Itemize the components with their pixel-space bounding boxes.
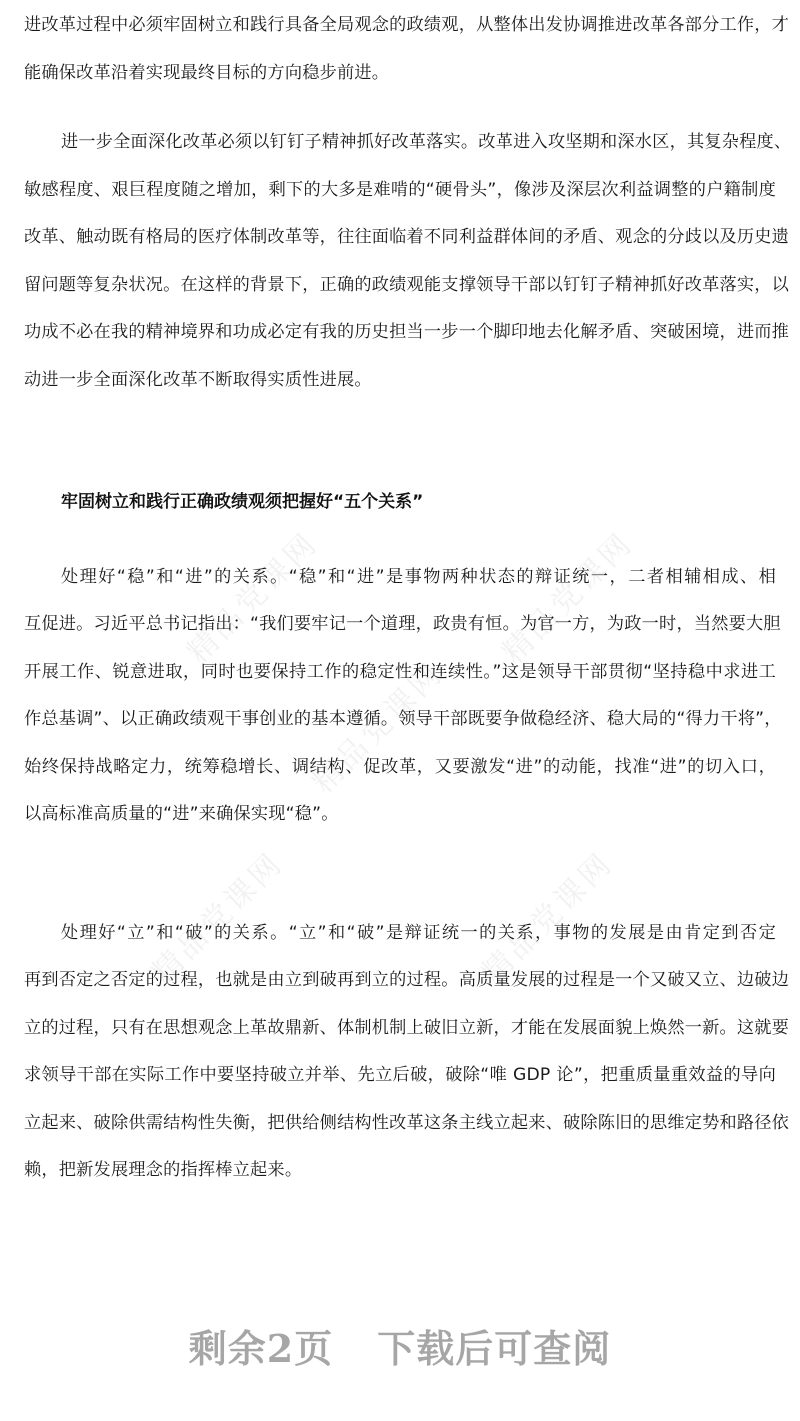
remaining-pages-label: 剩余2页 xyxy=(188,1326,334,1371)
text-line: 求领导干部在实际工作中要坚持破立并举、先立后破，破除“唯 GDP 论”，把重质量重效益的导向 xyxy=(24,1065,776,1085)
text-line: 开展工作、锐意进取，同时也要保持工作的稳定性和连续性。”这是领导干部贯彻“坚持稳中求进工 xyxy=(24,662,776,682)
download-prompt-banner[interactable] xyxy=(0,1318,800,1373)
watermark: 精品党课网 xyxy=(475,845,621,991)
watermark: 精品党课网 xyxy=(180,525,326,671)
text-line: 立起来、破除供需结构性失衡，把供给侧结构性改革这条主线立起来、破除陈旧的思维定势和路径依 xyxy=(24,1113,790,1133)
watermark: 精品党课网 xyxy=(495,525,641,671)
text-line: 始终保持战略定力，统筹稳增长、调结构、促改革，又要激发“进”的动能，找准“进”的切入口， xyxy=(24,757,776,777)
watermark: 精品党课网 xyxy=(305,655,451,801)
text-line: 进改革过程中必须牢固树立和践行具备全局观念的政绩观，从整体出发协调推进改革各部分工作，才 xyxy=(24,15,790,35)
download-to-view-label: 下载后可查阅 xyxy=(377,1326,612,1371)
watermark: 精品党课网 xyxy=(145,845,291,991)
text-line: 处理好“立”和“破”的关系。“立”和“破”是辩证统一的关系，事物的发展是由肯定到否定 xyxy=(61,923,776,943)
text-line: 赖，把新发展理念的指挥棒立起来。 xyxy=(24,1160,303,1180)
text-line: 作总基调”、以正确政绩观干事创业的基本遵循。领导干部既要争做稳经济、稳大局的“得力干将”， xyxy=(24,709,782,729)
text-line: 敏感程度、艰巨程度随之增加，剩下的大多是难啃的“硬骨头”，像涉及深层次利益调整的户籍制度 xyxy=(24,180,776,200)
text-line: 留问题等复杂状况。在这样的背景下，正确的政绩观能支撑领导干部以钉钉子精神抓好改革落实，以 xyxy=(24,275,790,295)
text-line: 能确保改革沿着实现最终目标的方向稳步前进。 xyxy=(24,63,390,83)
text-line: 处理好“稳”和“进”的关系。“稳”和“进”是事物两种状态的辩证统一，二者相辅相成、相 xyxy=(61,567,776,587)
section-heading: 牢固树立和践行正确政绩观须把握好“五个关系” xyxy=(61,492,424,512)
text-line: 再到否定之否定的过程，也就是由立到破再到立的过程。高质量发展的过程是一个又破又立、边破边 xyxy=(24,970,790,990)
text-line: 功成不必在我的精神境界和功成必定有我的历史担当一步一个脚印地去化解矛盾、突破困境，进而推 xyxy=(24,322,790,342)
text-line: 以高标准高质量的“进”来确保实现“稳”。 xyxy=(24,804,339,824)
text-line: 互促进。习近平总书记指出：“我们要牢记一个道理，政贵有恒。为官一方，为政一时，当然要大胆 xyxy=(24,614,781,634)
text-line: 动进一步全面深化改革不断取得实质性进展。 xyxy=(24,370,372,390)
text-line: 立的过程，只有在思想观念上革故鼎新、体制机制上破旧立新，才能在发展面貌上焕然一新。这就要 xyxy=(24,1018,790,1038)
text-line: 改革、触动既有格局的医疗体制改革等，往往面临着不同利益群体间的矛盾、观念的分歧以及历史遗 xyxy=(24,227,790,247)
text-line: 进一步全面深化改革必须以钉钉子精神抓好改革落实。改革进入攻坚期和深水区，其复杂程度、 xyxy=(61,132,792,152)
